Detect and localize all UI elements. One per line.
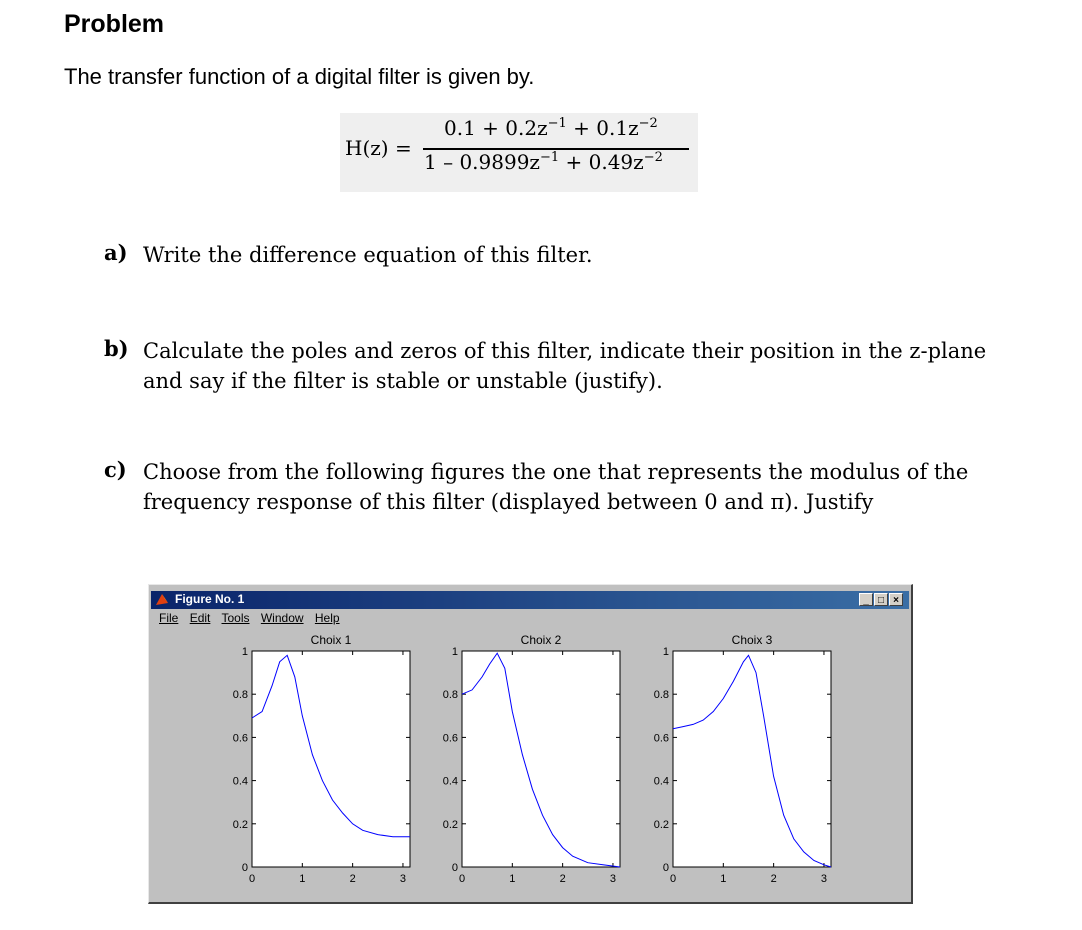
y-tick-label: 0 <box>451 862 458 874</box>
plot-title: Choix 3 <box>731 633 773 647</box>
x-tick-label: 3 <box>609 873 617 885</box>
plot-title: Choix 1 <box>310 633 352 647</box>
y-tick-label: 0.8 <box>653 689 669 702</box>
y-tick-label: 1 <box>662 646 669 658</box>
x-tick-label: 1 <box>299 873 306 885</box>
y-tick-label: 0.4 <box>442 775 458 788</box>
y-tick-label: 1 <box>451 646 458 658</box>
y-tick-label: 0.2 <box>442 818 458 831</box>
x-tick-label: 3 <box>399 873 407 885</box>
question-text: Calculate the poles and zeros of this filter, indicate their position in the z-plane and say if the filter is stable or unstable (justify). <box>143 339 987 393</box>
formula-denominator: $1 - 0.9899z^{-1} + 0.49z^{-2}$ <box>424 150 663 174</box>
x-tick-label: 1 <box>720 873 727 885</box>
figure-window <box>148 584 913 904</box>
formula-lhs: H(z) = <box>345 136 412 160</box>
plot-axes-box <box>252 651 410 867</box>
y-tick-label: 0.6 <box>442 732 458 745</box>
menu-file[interactable]: File <box>159 611 179 625</box>
x-tick-label: 3 <box>820 873 828 885</box>
plot-title: Choix 2 <box>520 633 562 647</box>
y-tick-label: 0.4 <box>232 775 248 788</box>
plot-axes-box <box>462 651 620 867</box>
question-text: Write the difference equation of this filter. <box>143 243 593 267</box>
minimize-button[interactable]: _ <box>859 593 873 606</box>
x-tick-label: 0 <box>248 873 256 885</box>
y-tick-label: 0 <box>662 862 669 874</box>
plot-axes-box <box>673 651 831 867</box>
y-tick-label: 0.2 <box>232 818 248 831</box>
x-tick-label: 2 <box>770 873 777 885</box>
formula-numerator: $0.1 + 0.2z^{-1} + 0.1z^{-2}$ <box>444 116 658 140</box>
plots-area <box>149 585 911 902</box>
y-tick-label: 0.8 <box>232 689 248 702</box>
y-tick-label: 0.2 <box>653 818 669 831</box>
menu-window[interactable]: Window <box>260 611 304 625</box>
y-tick-label: 0.4 <box>653 775 669 788</box>
menu-tools[interactable]: Tools <box>221 611 250 625</box>
x-tick-label: 0 <box>458 873 466 885</box>
intro-text: The transfer function of a digital filter is given by. <box>64 64 535 89</box>
y-tick-label: 0 <box>241 862 248 874</box>
menu-edit[interactable]: Edit <box>189 611 211 625</box>
y-tick-label: 0.6 <box>653 732 669 745</box>
y-tick-label: 0.8 <box>442 689 458 702</box>
y-tick-label: 0.6 <box>232 732 248 745</box>
menu-help[interactable]: Help <box>314 611 340 625</box>
question-label: c) <box>104 457 127 482</box>
x-tick-label: 2 <box>349 873 356 885</box>
question-label: b) <box>104 336 129 361</box>
maximize-button[interactable]: □ <box>874 593 888 606</box>
x-tick-label: 1 <box>509 873 516 885</box>
close-button[interactable]: × <box>889 593 903 606</box>
question-text: Choose from the following figures the one that represents the modulus of the frequency response of this filter (displayed between 0 and π). Justify <box>143 460 969 514</box>
y-tick-label: 1 <box>241 646 248 658</box>
page-heading: Problem <box>64 10 165 38</box>
question-label: a) <box>104 240 128 265</box>
x-tick-label: 0 <box>669 873 677 885</box>
x-tick-label: 2 <box>559 873 566 885</box>
window-title: Figure No. 1 <box>175 592 245 606</box>
